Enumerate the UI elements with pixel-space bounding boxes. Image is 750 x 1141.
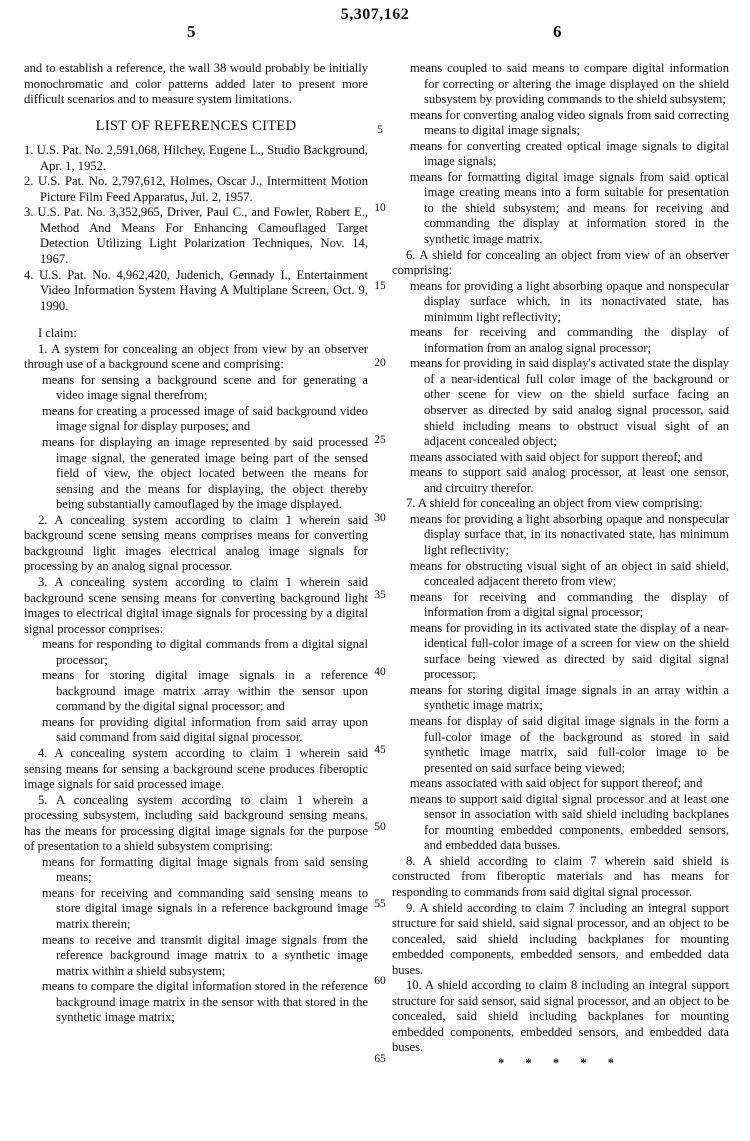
claim-element: means for storing digital image signals in a reference background image matrix array within the sensor upon command by the digital signal processor; and	[42, 668, 368, 714]
claim-element: means for receiving and commanding the display of information from a digital signal processor;	[410, 589, 729, 620]
claim-5: 5. A concealing system according to claim 1 wherein a processing subsystem, including said background sensing means, has the means for processing digital image signals for the purpose of presentation to a shield subsystem comprising:	[24, 792, 368, 854]
reference-item: 4. U.S. Pat. No. 4,962,420, Judenich, Gennady I., Entertainment Video Information System Having A Multiplane Screen, Oct. 9, 1990.	[24, 267, 368, 313]
claim-element: means for receiving and commanding the display of information from an analog signal processor;	[410, 325, 729, 355]
claim-9: 9. A shield according to claim 7 including an integral support structure for said shield, said signal processor, and an object to be concealed, said shield including backplanes for mounting embedded components, embedded sensors, and embedded data buses.	[392, 900, 729, 977]
left-column-number: 5	[187, 22, 196, 41]
reference-item: 2. U.S. Pat. No. 2,797,612, Holmes, Oscar J., Intermittent Motion Picture Film Feed Apparatus, Jul. 2, 1957.	[24, 174, 368, 204]
intro-paragraph: and to establish a reference, the wall 38 would probably be initially monochromatic and color patterns added later to present more difficult scenarios and to measure system limitations.	[24, 61, 368, 107]
reference-item: 3. U.S. Pat. No. 3,352,965, Driver, Paul C., and Fowler, Robert E., Method And Means For Enhancing Camouflaged Target Detection Utilizing Light Polarization Techniques, Nov. 14, 1967.	[24, 205, 368, 267]
claim-element: means for formatting digital image signals from said sensing means;	[42, 854, 368, 885]
claim-element: means for providing in said display's activated state the display of a near-identical full color image of the background or other scene for view on the shield surface facing an observer as directed by said analog signal processor, said shield including means to obstruct visual sight of an adjacent concealed object;	[410, 356, 729, 449]
claim-element: means for storing digital image signals in an array within a synthetic image matrix;	[410, 682, 729, 713]
claim-element: means for obstructing visual sight of an object in said shield, concealed adjacent thereto from view;	[410, 558, 729, 589]
claim-element: means for providing a light absorbing opaque and nonspecular display surface which, in its nonactivated state, has minimum light reflectivity;	[410, 278, 729, 324]
claim-element: means for formatting digital image signals from said optical image creating means into a form suitable for presentation to the shield subsystem; and means for receiving and commanding the display at information stored in the synthetic image matrix.	[410, 169, 729, 247]
claim-element: means associated with said object for support thereof; and	[410, 449, 703, 464]
line-number: 35	[374, 589, 386, 601]
references-heading: LIST OF REFERENCES CITED	[95, 117, 297, 134]
claim-element: means for providing a light absorbing opaque and nonspecular display surface that, in its nonactivated state, has minimum light reflectivity;	[410, 511, 729, 557]
claim-element: means for creating a processed image of said background video image signal for display purposes; and	[42, 403, 368, 434]
claim-element: means for responding to digital commands from a digital signal processor;	[42, 637, 368, 667]
line-number: 60	[374, 975, 386, 987]
claim-element: means for providing digital information from said array upon said command from said digital signal processor.	[42, 714, 368, 745]
claim-10: 10. A shield according to claim 8 including an integral support structure for said sensor, said signal processor, and an object to be concealed, said shield including backplanes for mounting embedded components, embedded sensors, and embedded data buses.	[392, 978, 729, 1055]
line-number: 30	[374, 512, 386, 524]
claim-8: 8. A shield according to claim 7 wherein said shield is constructed from fiberoptic materials and has means for responding to commands from said digital signal processor.	[392, 853, 729, 899]
claim-element: means for converting created optical image signals to digital image signals;	[410, 138, 729, 169]
claim-4: 4. A concealing system according to claim 1 wherein said sensing means for sensing a background scene produces fiberoptic image signals for said processed image.	[24, 745, 368, 792]
line-number: 50	[374, 821, 386, 833]
claim-intro: I claim:	[38, 326, 77, 341]
left-column	[24, 61, 368, 1026]
claim-6: 6. A shield for concealing an object from view of an observer comprising:	[392, 247, 729, 278]
claim-element: means for sensing a background scene and for generating a video image signal therefrom;	[42, 372, 368, 403]
claim-element: means for displaying an image represented by said processed image signal, the generated image being part of the sensed field of view, the object located between the means for sensing and the means for displaying, the object thereby being substantially camouflaged by the image displayed.	[42, 435, 368, 512]
claim-element: means for converting analog video signals from said correcting means to digital image signals;	[410, 107, 729, 138]
reference-item: 1. U.S. Pat. No. 2,591,068, Hilchey, Eugene L., Studio Background, Apr. 1, 1952.	[24, 143, 368, 173]
line-number: 25	[374, 434, 386, 446]
claim-element: means to compare the digital information stored in the reference background image matrix in the sensor with that stored in the synthetic image matrix;	[42, 979, 368, 1025]
claim-3: 3. A concealing system according to claim 1 wherein said background scene sensing means for converting background light images to electrical digital image signals for processing by a digital signal processor comprises:	[24, 574, 368, 636]
claim-7: 7. A shield for concealing an object from view comprising:	[406, 496, 703, 511]
patent-number: 5,307,162	[340, 6, 410, 23]
claim-1: 1. A system for concealing an object from view by an observer through use of a background scene and comprising:	[24, 341, 368, 372]
end-of-document-mark: * * * * *	[497, 1056, 624, 1070]
line-number: 45	[374, 744, 386, 756]
line-number: 5	[377, 124, 383, 136]
claim-element: means associated with said object for support thereof; and	[410, 776, 703, 791]
line-number: 15	[374, 280, 386, 292]
claim-element: means to support said digital signal processor and at least one sensor in association with said shield including backplanes for mounting embedded components, embedded sensors, and embedded data busses.	[410, 791, 729, 853]
claim-element: means coupled to said means to compare digital information for correcting or altering the image displayed on the shield subsystem by providing commands to the shield subsystem;	[410, 61, 729, 107]
claim-2: 2. A concealing system according to claim 1 wherein said background scene sensing means comprises means for converting background light images electrical analog image signals for processing by an analog signal processor.	[24, 512, 368, 574]
claim-element: means for display of said digital image signals in the form a full-color image of the background as stored in said synthetic image matrix, said full-color image to be presented on said surface being viewed;	[410, 713, 729, 775]
line-number: 10	[374, 202, 386, 214]
claim-element: means for receiving and commanding said sensing means to store digital image signals in a reference background image matrix therein;	[42, 885, 368, 931]
line-number: 20	[374, 357, 386, 369]
claim-element: means to support said analog processor, at least one sensor, and circuitry therefor.	[410, 465, 729, 495]
claim-element: means for providing in its activated state the display of a near-identical full-color image of a screen for view on the shield surface being viewed as directed by said digital signal processor;	[410, 620, 729, 682]
line-number: 65	[374, 1053, 386, 1065]
claim-element: means to receive and transmit digital image signals from the reference background image matrix to a synthetic image matrix within a shield subsystem;	[42, 932, 368, 978]
line-number: 40	[374, 666, 386, 678]
right-column-number: 6	[553, 22, 562, 41]
line-number: 55	[374, 898, 386, 910]
right-column	[392, 61, 729, 1072]
